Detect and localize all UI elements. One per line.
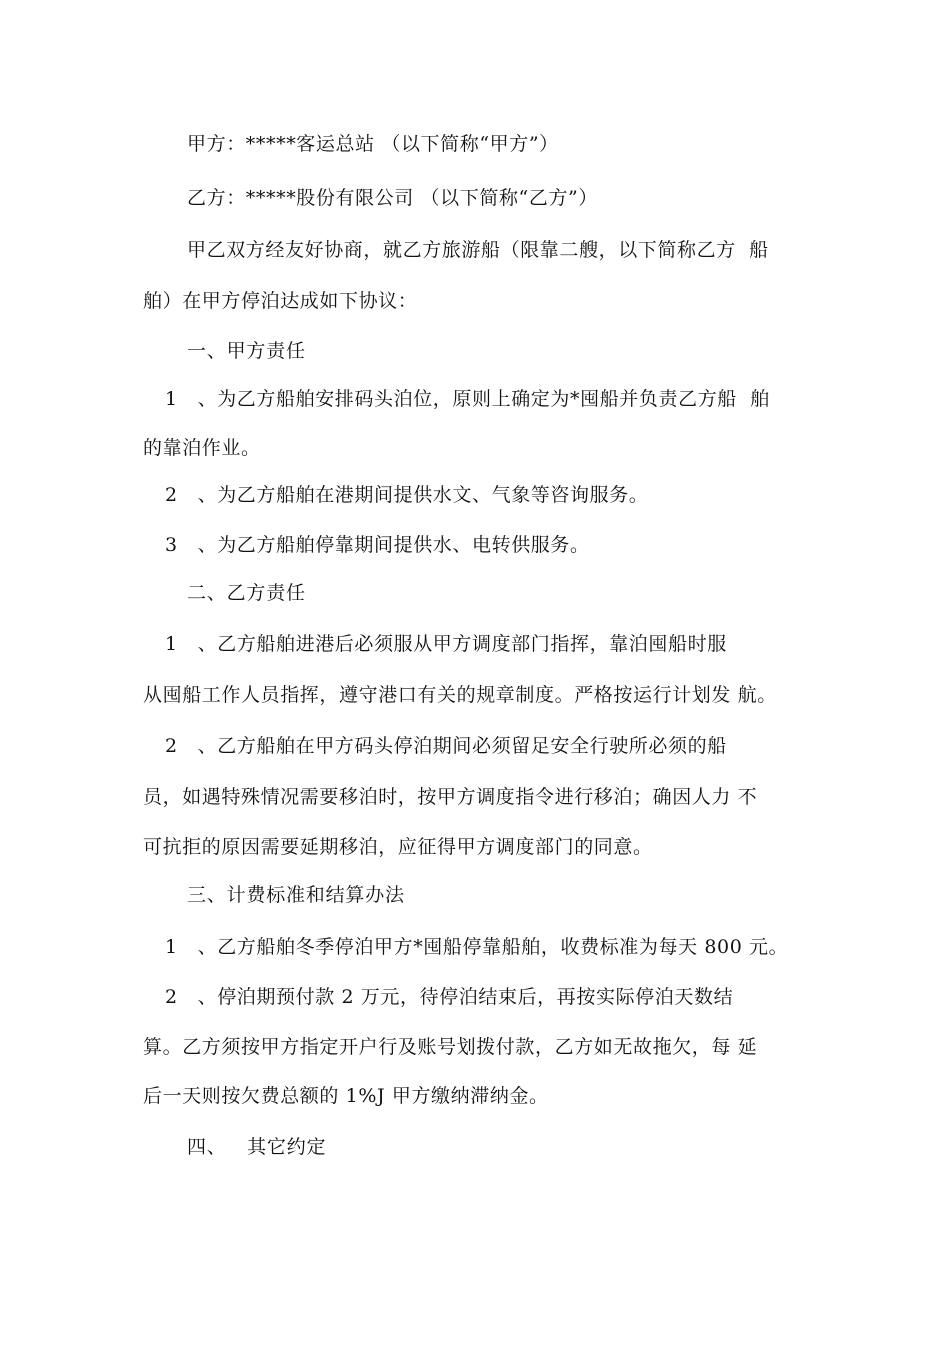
section-3-item-2-line-3: 后一天则按欠费总额的 1%J 甲方缴纳滞纳金。 [143,1085,549,1107]
section-2-item-2-line-2: 员，如遇特殊情况需要移泊时，按甲方调度指令进行移泊；确因人力 不 [143,786,758,808]
section-1-item-1-line-2: 的靠泊作业。 [143,437,261,459]
section-2-item-2-line-3: 可抗拒的原因需要延期移泊，应征得甲方调度部门的同意。 [143,836,653,858]
intro-line-2: 舶）在甲方停泊达成如下协议： [143,290,418,312]
section-2-item-2-line-1: 2 、乙方船舶在甲方码头停泊期间必须留足安全行驶所必须的船 [165,735,727,757]
section-1-item-1-line-1: 1 、为乙方船舶安排码头泊位，原则上确定为*囤船并负责乙方船 舶 [165,388,770,410]
section-1-item-2: 2 、为乙方船舶在港期间提供水文、气象等咨询服务。 [165,484,649,506]
section-3-item-2-line-2: 算。乙方须按甲方指定开户行及账号划拨付款，乙方如无故拖欠，每 延 [143,1036,758,1058]
section-heading-2: 二、乙方责任 [187,582,306,604]
section-1-item-3: 3 、为乙方船舶停靠期间提供水、电转供服务。 [165,534,590,556]
section-2-item-1-line-1: 1 、乙方船舶进港后必须服从甲方调度部门指挥，靠泊囤船时服 [165,633,727,655]
party-a-line: 甲方：*****客运总站 （以下简称“甲方”） [187,133,559,155]
section-heading-4: 四、 其它约定 [187,1136,327,1158]
section-heading-3: 三、计费标准和结算办法 [187,884,405,906]
section-3-item-1: 1 、乙方船舶冬季停泊甲方*囤船停靠船舶，收费标准为每天 800 元。 [165,936,789,958]
section-3-item-2-line-1: 2 、停泊期预付款 2 万元，待停泊结束后，再按实际停泊天数结 [165,986,734,1008]
section-heading-1: 一、甲方责任 [187,340,306,362]
intro-line-1: 甲乙双方经友好协商，就乙方旅游船（限靠二艘，以下简称乙方 船 [187,239,769,261]
section-2-item-1-line-2: 从囤船工作人员指挥，遵守港口有关的规章制度。严格按运行计划发 航。 [143,684,777,706]
party-b-line: 乙方：*****股份有限公司 （以下简称“乙方”） [187,187,598,209]
